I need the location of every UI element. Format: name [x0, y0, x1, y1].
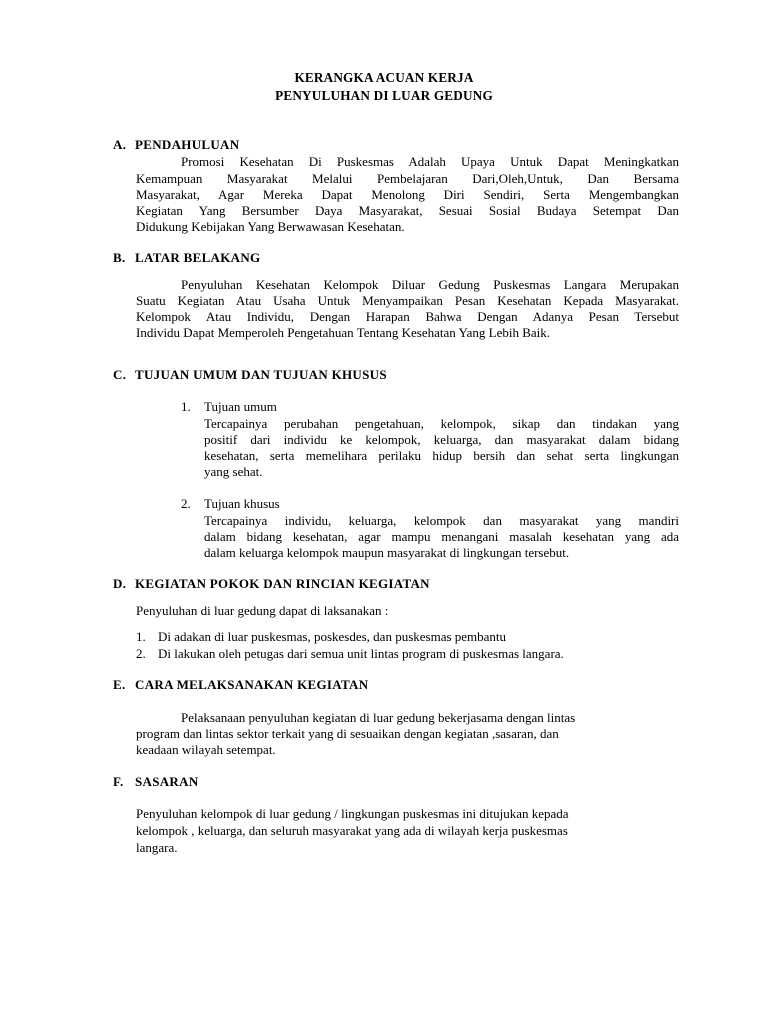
doc-title-line2: PENYULUHAN DI LUAR GEDUNG [275, 88, 493, 103]
section-a-heading [113, 137, 239, 153]
section-f-letter: F. [113, 774, 124, 789]
section-f-line: kelompok , keluarga, dan seluruh masyarakat yang ada di wilayah kerja puskesmas [136, 823, 568, 838]
section-b-title: LATAR BELAKANG [135, 250, 261, 265]
section-f-line: Penyuluhan kelompok di luar gedung / lingkungan puskesmas ini ditujukan kepada [136, 806, 569, 821]
section-a-line: Kegiatan Yang Bersumber Daya Masyarakat, Sesuai Sosial Budaya Setempat Dan [136, 203, 679, 218]
list-item: Di lakukan oleh petugas dari semua unit lintas program di puskesmas langara. [158, 646, 564, 661]
section-c-title: TUJUAN UMUM DAN TUJUAN KHUSUS [135, 367, 387, 382]
section-b-line: Individu Dapat Memperoleh Pengetahuan Tentang Kesehatan Yang Lebih Baik. [136, 325, 551, 340]
section-d-intro: Penyuluhan di luar gedung dapat di laksanakan : [136, 603, 389, 618]
subsection-line: Tercapainya individu, keluarga, kelompok dan masyarakat yang mandiri [204, 513, 679, 528]
section-e-heading [113, 677, 368, 693]
list-number: 2. [136, 646, 146, 661]
section-e-line: program dan lintas sektor terkait yang di sesuaikan dengan kegiatan ,sasaran, dan [136, 726, 559, 741]
section-e-line: keadaan wilayah setempat. [136, 742, 276, 757]
subsection-title: Tujuan khusus [204, 496, 280, 511]
list-number: 1. [181, 399, 191, 414]
section-a-title: PENDAHULUAN [135, 137, 240, 152]
section-a-line: Masyarakat, Agar Mereka Dapat Menolong Diri Sendiri, Serta Mengembangkan [136, 187, 679, 202]
section-e-letter: E. [113, 677, 126, 692]
list-item: Di adakan di luar puskesmas, poskesdes, dan puskesmas pembantu [158, 629, 507, 644]
section-a-line: Kemampuan Masyarakat Melalui Pembelajaran Dari,Oleh,Untuk, Dan Bersama [136, 171, 679, 186]
section-e-line: Pelaksanaan penyuluhan kegiatan di luar gedung bekerjasama dengan lintas [181, 710, 576, 725]
subsection-line: yang sehat. [204, 464, 263, 479]
section-a-line: Promosi Kesehatan Di Puskesmas Adalah Upaya Untuk Dapat Meningkatkan [181, 154, 679, 169]
section-c-letter: C. [113, 367, 127, 382]
section-a-line: Didukung Kebijakan Yang Berwawasan Kesehatan. [136, 219, 405, 234]
section-d-title: KEGIATAN POKOK DAN RINCIAN KEGIATAN [135, 576, 430, 591]
list-number: 1. [136, 629, 146, 644]
section-b-line: Suatu Kegiatan Atau Usaha Untuk Menyampaikan Pesan Kesehatan Kepada Masyarakat. [136, 293, 679, 308]
section-a-letter: A. [113, 137, 127, 152]
subsection-line: positif dari individu ke kelompok, keluarga, dan masyarakat dalam bidang [204, 432, 679, 447]
subsection-line: dalam keluarga kelompok maupun masyarakat di lingkungan tersebut. [204, 545, 570, 560]
subsection-line: kesehatan, serta memelihara perilaku hidup bersih dan sehat serta lingkungan [204, 448, 679, 463]
subsection-line: Tercapainya perubahan pengetahuan, kelompok, sikap dan tindakan yang [204, 416, 679, 431]
section-d-heading [113, 576, 430, 592]
section-b-letter: B. [113, 250, 126, 265]
section-d-letter: D. [113, 576, 127, 591]
section-f-heading [113, 774, 199, 790]
subsection-line: dalam bidang kesehatan, agar mampu menangani masalah kesehatan yang ada [204, 529, 679, 544]
doc-title-line1: KERANGKA ACUAN KERJA [294, 70, 474, 85]
subsection-title: Tujuan umum [204, 399, 277, 414]
section-f-title: SASARAN [135, 774, 199, 789]
section-e-title: CARA MELAKSANAKAN KEGIATAN [135, 677, 369, 692]
list-number: 2. [181, 496, 191, 511]
section-f-line: langara. [136, 840, 178, 855]
section-b-line: Penyuluhan Kesehatan Kelompok Diluar Gedung Puskesmas Langara Merupakan [181, 277, 679, 292]
section-b-heading [113, 250, 260, 266]
section-b-line: Kelompok Atau Individu, Dengan Harapan Bahwa Dengan Adanya Pesan Tersebut [136, 309, 679, 324]
section-c-heading [113, 367, 387, 383]
